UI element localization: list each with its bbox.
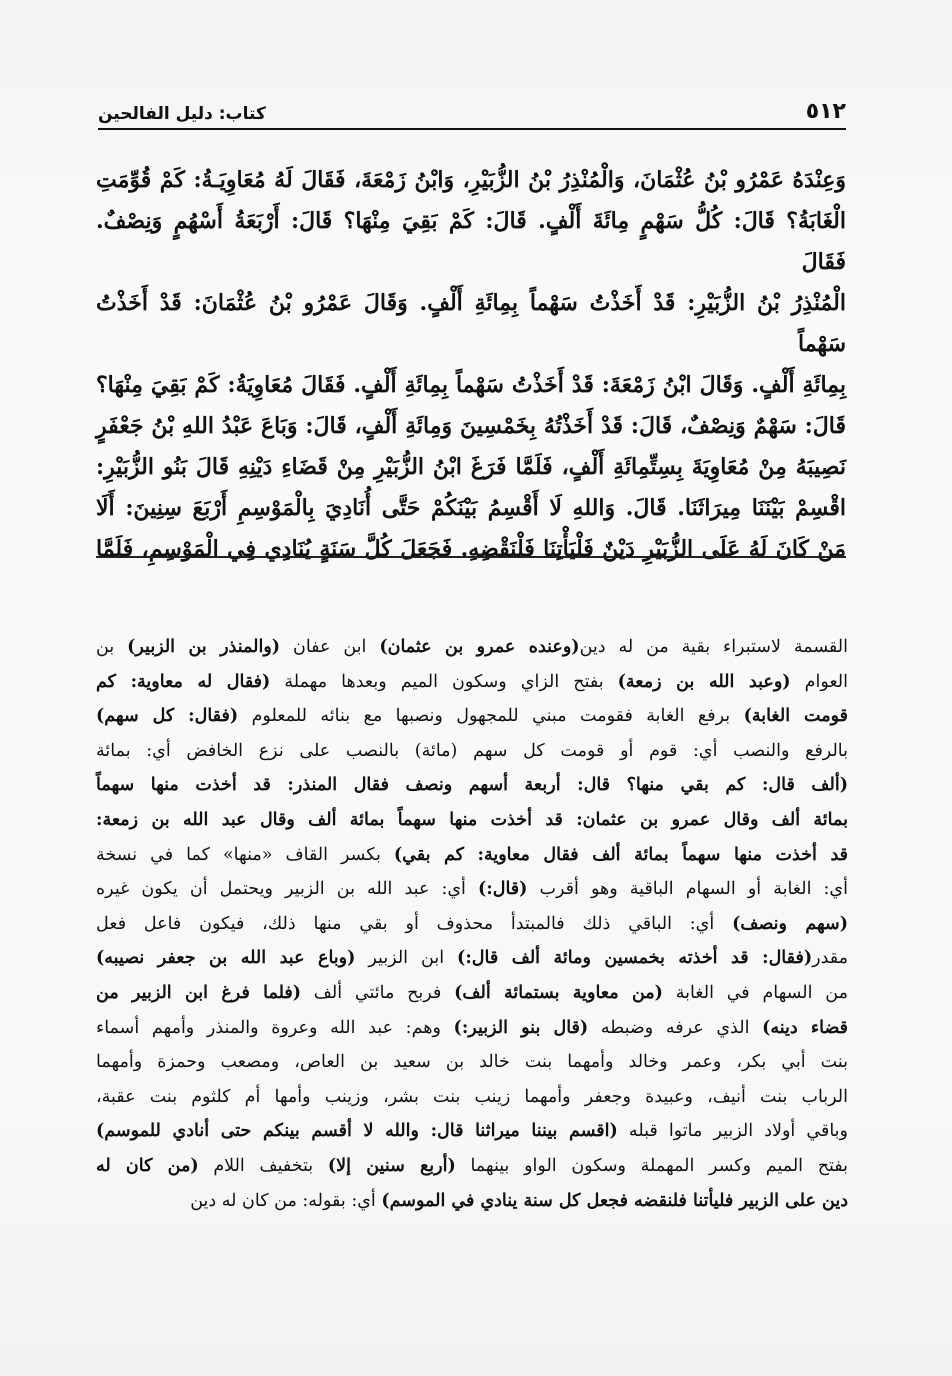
commentary-block bbox=[96, 630, 848, 1218]
quoted-hadith-segment: (من كان له bbox=[96, 1155, 199, 1176]
commentary-segment: القسمة لاستبراء بقية من له دين bbox=[579, 637, 848, 657]
commentary-line bbox=[96, 976, 848, 1011]
hadith-line: الْمُنْذِرُ بْنُ الزُّبَيْرِ: قَدْ أَخَذْتُ سَهْماً بِمِائَةِ أَلْفٍ. وَقَالَ عَمْرُو بْنُ عُثْمَانَ: قَدْ أَخَذْتُ سَهْماً bbox=[96, 290, 846, 357]
commentary-line bbox=[96, 734, 848, 769]
commentary-segment: أي: الغابة أو السهام الباقية وهو أقرب bbox=[527, 879, 848, 900]
quoted-hadith-segment: (فقال: قد أخذته بخمسين ومائة ألف قال:) bbox=[457, 948, 813, 969]
quoted-hadith-segment: قضاء دينه) bbox=[762, 1017, 848, 1038]
quoted-hadith-segment: قومت الغابة) bbox=[743, 706, 848, 727]
commentary-line bbox=[96, 630, 848, 665]
commentary-segment: أي: بقوله: من كان له دين bbox=[190, 1190, 382, 1211]
page-header bbox=[98, 96, 846, 130]
commentary-segment: وهم: عبد الله وعروة والمنذر وأمهم أسماء bbox=[96, 1017, 454, 1038]
commentary-segment: أي: عبد الله بن الزبير ويحتمل أن يكون غيره bbox=[96, 879, 479, 900]
hadith-text-block bbox=[96, 160, 846, 570]
commentary-segment: برفع الغابة فقومت مبني للمجهول ونصبها مع بنائه للمعلوم bbox=[238, 706, 744, 727]
quoted-hadith-segment: (وباع عبد الله بن جعفر نصيبه) bbox=[96, 948, 356, 969]
hadith-line: بِمِائَةِ أَلْفٍ. وَقَالَ ابْنُ زَمْعَةَ: قَدْ أَخَذْتُ سَهْماً بِمِائَةِ أَلْفٍ. فَقَالَ مُعَاوِيَةُ: كَمْ بَقِيَ مِنْهَا؟ bbox=[96, 372, 846, 398]
quoted-hadith-segment: قد أخذت منها سهماً بمائة ألف فقال معاوية: كم بقي) bbox=[393, 844, 848, 865]
commentary-segment: مقدر bbox=[812, 948, 848, 969]
quoted-hadith-segment: (سهم ونصف) bbox=[732, 913, 848, 934]
hadith-line: الْغَابَةُ؟ قَالَ: كُلُّ سَهْمٍ مِائَةَ أَلْفٍ. قَالَ: كَمْ بَقِيَ مِنْهَا؟ قَالَ: أَرْبَعَةُ أَسْهُمٍ وَنِصْفٌ. فَقَالَ bbox=[96, 208, 846, 275]
quoted-hadith-segment: دين على الزبير فليأتنا فلنقضه فجعل كل سنة ينادي في الموسم) bbox=[381, 1190, 848, 1211]
commentary-segment: الرباب بنت أنيف، وعبيدة وجعفر وأمهما زينب بنت بشر، وزينب وأمها أم كلثوم بنت عقبة، bbox=[96, 1086, 848, 1107]
commentary-line bbox=[96, 872, 848, 907]
commentary-segment: بالرفع والنصب أي: قوم أو قومت كل سهم (مائة) بالنصب على نزع الخافض أي: بمائة bbox=[96, 740, 848, 761]
commentary-line bbox=[96, 1080, 848, 1115]
commentary-segment: أي: الباقي ذلك فالمبتدأ محذوف أو بقي منها ذلك، فيكون فاعل فعل bbox=[96, 913, 733, 934]
commentary-segment: بتخفيف اللام bbox=[198, 1155, 328, 1176]
commentary-segment: بنت أبي بكر، وعمر وخالد وأمهما بنت خالد بن سعيد بن العاص، ومصعب وحمزة وأمهما bbox=[96, 1052, 848, 1073]
commentary-segment: من السهام في الغابة bbox=[662, 982, 848, 1003]
hadith-line: قَالَ: سَهْمٌ وَنِصْفٌ، قَالَ: قَدْ أَخَذْتُهُ بِخَمْسِينَ وَمِائَةِ أَلْفٍ، قَالَ: وَبَاعَ عَبْدُ اللهِ بْنُ جَعْفَرٍ bbox=[96, 413, 846, 439]
quoted-hadith-segment: (اقسم بيننا ميراثنا قال: والله لا أقسم بينكم حتى أنادي للموسم) bbox=[96, 1121, 618, 1142]
commentary-segment: العوام bbox=[790, 671, 848, 692]
commentary-segment: ابن الزبير bbox=[355, 948, 458, 969]
quoted-hadith-segment: (قال بنو الزبير:) bbox=[453, 1017, 589, 1038]
quoted-hadith-segment: (من معاوية بستمائة ألف) bbox=[454, 982, 663, 1003]
quoted-hadith-segment: (فقال له معاوية: كم bbox=[96, 671, 271, 692]
quoted-hadith-segment: (فقال: كل سهم) bbox=[96, 706, 239, 727]
commentary-segment: بفتح الميم وكسر المهملة وسكون الواو بينهما bbox=[455, 1155, 848, 1176]
commentary-line bbox=[96, 665, 848, 700]
commentary-line bbox=[96, 699, 848, 734]
quoted-hadith-segment: (أربع سنين إلا) bbox=[327, 1155, 456, 1176]
commentary-segment: ابن عفان bbox=[280, 637, 380, 657]
footnote-separator bbox=[96, 556, 846, 558]
page-number: ٥١٢ bbox=[805, 99, 846, 124]
commentary-segment: الذي عرفه وضبطه bbox=[588, 1017, 763, 1038]
hadith-line: وَعِنْدَهُ عَمْرُو بْنُ عُثْمَانَ، وَالْمُنْذِرُ بْنُ الزُّبَيْرِ، وَابْنُ زَمْعَةَ، فَقَالَ لَهُ مُعَاوِيَـةُ: كَمْ قُوِّمَتِ bbox=[96, 167, 846, 193]
commentary-line bbox=[96, 1149, 848, 1184]
commentary-segment: وباقي أولاد الزبير ماتوا قبله bbox=[617, 1121, 848, 1142]
quoted-hadith-segment: (ألف قال: كم بقي منها؟ قال: أربعة أسهم ونصف فقال المنذر: قد أخذت منها سهماً bbox=[96, 775, 848, 796]
commentary-segment: بن bbox=[96, 637, 128, 657]
hadith-line: مَنْ كَانَ لَهُ عَلَى الزُّبَيْرِ دَيْنٌ فَلْيَأْتِنَا فَلْنَقْضِهِ. فَجَعَلَ كُلَّ سَنَةٍ يُنَادِي فِي الْمَوْسِمِ، فَلَمَّا bbox=[96, 536, 846, 562]
commentary-line bbox=[96, 1045, 848, 1080]
quoted-hadith-segment: بمائة ألف وقال عمرو بن عثمان: قد أخذت منها سهماً بمائة ألف وقال عبد الله بن زمعة: bbox=[96, 809, 848, 830]
quoted-hadith-segment: (والمنذر بن الزبير) bbox=[127, 637, 281, 657]
hadith-line: نَصِيبَهُ مِنْ مُعَاوِيَةَ بِسِتِّمِائَةِ أَلْفٍ، فَلَمَّا فَرَغَ ابْنُ الزُّبَيْرِ مِنْ قَضَاءِ دَيْنِهِ قَالَ بَنُو الزُّبَيْرِ: bbox=[96, 454, 846, 480]
quoted-hadith-segment: (فلما فرغ ابن الزبير من bbox=[96, 982, 302, 1003]
commentary-line bbox=[96, 941, 848, 976]
commentary-line bbox=[96, 1184, 848, 1219]
commentary-line bbox=[96, 907, 848, 942]
book-title: كتاب: دليل الفالحين bbox=[98, 104, 266, 124]
commentary-line bbox=[96, 803, 848, 838]
quoted-hadith-segment: (قال:) bbox=[478, 879, 528, 900]
commentary-segment: بكسر القاف «منها» كما في نسخة bbox=[96, 844, 394, 865]
quoted-hadith-segment: (وعنده عمرو بن عثمان) bbox=[379, 637, 580, 657]
commentary-segment: بفتح الزاي وسكون الميم وبعدها مهملة bbox=[270, 671, 618, 692]
commentary-line bbox=[96, 838, 848, 873]
commentary-line bbox=[96, 768, 848, 803]
hadith-line: اقْسِمْ بَيْنَنَا مِيرَاثَنَا. قَالَ. وَاللهِ لَا أَقْسِمُ بَيْنَكُمْ حَتَّى أُنَادِيَ بِالْمَوْسِمِ أَرْبَعَ سِنِينَ: أَلَا bbox=[96, 495, 847, 521]
commentary-segment: فربح مائتي ألف bbox=[301, 982, 455, 1003]
quoted-hadith-segment: (وعبد الله بن زمعة) bbox=[617, 671, 791, 692]
commentary-line bbox=[96, 1114, 848, 1149]
commentary-line bbox=[96, 1011, 848, 1046]
